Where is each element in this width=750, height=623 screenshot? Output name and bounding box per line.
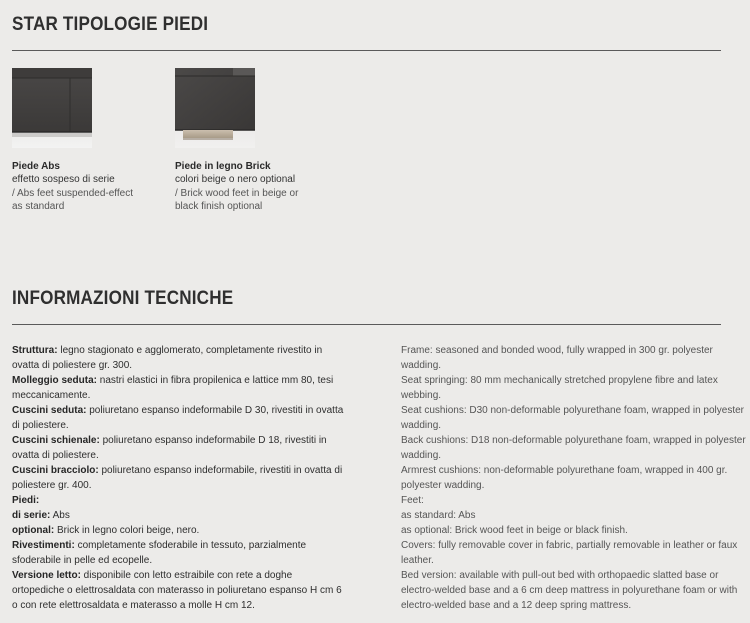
spec-line-it bbox=[12, 598, 342, 613]
spec-text: ortopediche o elettrosaldata con materasso in poliuretano espanso H cm 6 bbox=[12, 585, 342, 596]
spec-line-en: Armrest cushions: non-deformable polyurethane foam, wrapped in 400 gr. bbox=[401, 465, 728, 476]
spec-text: ovatta di poliestere. bbox=[12, 450, 99, 461]
spec-label: Cuscini seduta: bbox=[12, 405, 87, 416]
spec-text: ovatta di poliestere gr. 300. bbox=[12, 360, 133, 371]
spec-line-it bbox=[12, 493, 342, 508]
spec-line-it bbox=[12, 448, 342, 463]
technical-specs-italian bbox=[12, 343, 342, 613]
foot-abs-desc-it: effetto sospeso di serie bbox=[12, 174, 115, 186]
spec-line-it bbox=[12, 418, 342, 433]
spec-line-it bbox=[12, 538, 342, 553]
spec-line-it bbox=[12, 478, 342, 493]
spec-text: Brick in legno colori beige, nero. bbox=[54, 525, 200, 536]
spec-line-it bbox=[12, 523, 342, 538]
spec-label: Cuscini schienale: bbox=[12, 435, 100, 446]
spec-label: Piedi: bbox=[12, 495, 40, 506]
spec-text: poliestere gr. 400. bbox=[12, 480, 92, 491]
spec-text: disponibile con letto estraibile con rete a doghe bbox=[80, 570, 293, 581]
spec-line-en: Bed version: available with pull-out bed with orthopaedic slatted base or bbox=[401, 570, 719, 581]
spec-line-en: webbing. bbox=[401, 390, 442, 401]
spec-line-it bbox=[12, 373, 342, 388]
spec-label: Struttura: bbox=[12, 345, 58, 356]
foot-abs-desc-en-1: / Abs feet suspended-effect bbox=[12, 187, 134, 199]
spec-line-en: Seat cushions: D30 non-deformable polyurethane foam, wrapped in polyester bbox=[401, 405, 744, 416]
foot-brick-name: Piede in legno Brick bbox=[175, 161, 271, 172]
spec-label: di serie: bbox=[12, 510, 51, 521]
spec-label: optional: bbox=[12, 525, 55, 536]
spec-text: legno stagionato e agglomerato, completamente rivestito in bbox=[57, 345, 323, 356]
foot-brick-desc-en-2: black finish optional bbox=[175, 201, 263, 213]
spec-text: o con rete elettrosaldata e materasso a molle H cm 12. bbox=[12, 600, 255, 611]
foot-brick-card bbox=[175, 68, 325, 214]
foot-brick-image bbox=[175, 68, 255, 148]
spec-line-it bbox=[12, 358, 342, 373]
spec-line-it bbox=[12, 403, 342, 418]
spec-line-it bbox=[12, 388, 342, 403]
foot-brick-desc-it: colori beige o nero optional bbox=[175, 174, 296, 186]
spec-line-en: Feet: bbox=[401, 495, 424, 506]
spec-line-en: leather. bbox=[401, 555, 434, 566]
spec-text: completamente sfoderabile in tessuto, parzialmente bbox=[74, 540, 307, 551]
spec-line-en: wadding. bbox=[401, 360, 442, 371]
foot-abs-name: Piede Abs bbox=[12, 161, 60, 172]
spec-line-en: electro-welded base and a 12 deep spring mattress. bbox=[401, 600, 632, 611]
spec-label: Rivestimenti: bbox=[12, 540, 75, 551]
spec-line-en: wadding. bbox=[401, 420, 442, 431]
spec-line-en: as optional: Brick wood feet in beige or black finish. bbox=[401, 525, 628, 536]
spec-line-en: Frame: seasoned and bonded wood, fully wrapped in 300 gr. polyester bbox=[401, 345, 713, 356]
spec-line-en: as standard: Abs bbox=[401, 510, 476, 521]
spec-line-it bbox=[12, 583, 342, 598]
spec-line-en: Covers: fully removable cover in fabric, partially removable in leather or faux bbox=[401, 540, 738, 551]
spec-label: Versione letto: bbox=[12, 570, 81, 581]
spec-line-en: polyester wadding. bbox=[401, 480, 485, 491]
foot-abs-image bbox=[12, 68, 92, 148]
foot-abs-card bbox=[12, 68, 162, 214]
spec-text: poliuretano espanso indeformabile, rivestiti in ovatta di bbox=[98, 465, 343, 476]
technical-specs-english bbox=[401, 343, 746, 613]
spec-text: poliuretano espanso indeformabile D 18, rivestiti in bbox=[99, 435, 327, 446]
spec-line-it bbox=[12, 463, 342, 478]
spec-line-it bbox=[12, 433, 342, 448]
spec-line-it bbox=[12, 568, 342, 583]
spec-line-en: Seat springing: 80 mm mechanically stretched propylene fibre and latex bbox=[401, 375, 718, 386]
spec-text: meccanicamente. bbox=[12, 390, 91, 401]
spec-line-it bbox=[12, 553, 342, 568]
spec-text: sfoderabile in pelle ed ecopelle. bbox=[12, 555, 153, 566]
spec-line-it bbox=[12, 343, 342, 358]
spec-line-en: Back cushions: D18 non-deformable polyurethane foam, wrapped in polyester bbox=[401, 435, 746, 446]
spec-label: Cuscini bracciolo: bbox=[12, 465, 99, 476]
spec-text: nastri elastici in fibra propilenica e lattice mm 80, tesi bbox=[97, 375, 334, 386]
section-title-feet-types: STAR TIPOLOGIE PIEDI bbox=[12, 14, 209, 35]
spec-line-it bbox=[12, 508, 342, 523]
spec-text: di poliestere. bbox=[12, 420, 69, 431]
spec-line-en: wadding. bbox=[401, 450, 442, 461]
spec-label: Molleggio seduta: bbox=[12, 375, 97, 386]
spec-text: poliuretano espanso indeformabile D 30, rivestiti in ovatta bbox=[86, 405, 344, 416]
section-title-technical-info: INFORMAZIONI TECNICHE bbox=[12, 288, 234, 309]
spec-line-en: electro-welded base and a 6 cm deep mattress in polyurethane foam or with bbox=[401, 585, 738, 596]
divider bbox=[12, 50, 721, 51]
spec-text: Abs bbox=[50, 510, 70, 521]
divider bbox=[12, 324, 721, 325]
foot-brick-desc-en-1: / Brick wood feet in beige or bbox=[175, 187, 299, 199]
foot-abs-desc-en-2: as standard bbox=[12, 201, 65, 213]
